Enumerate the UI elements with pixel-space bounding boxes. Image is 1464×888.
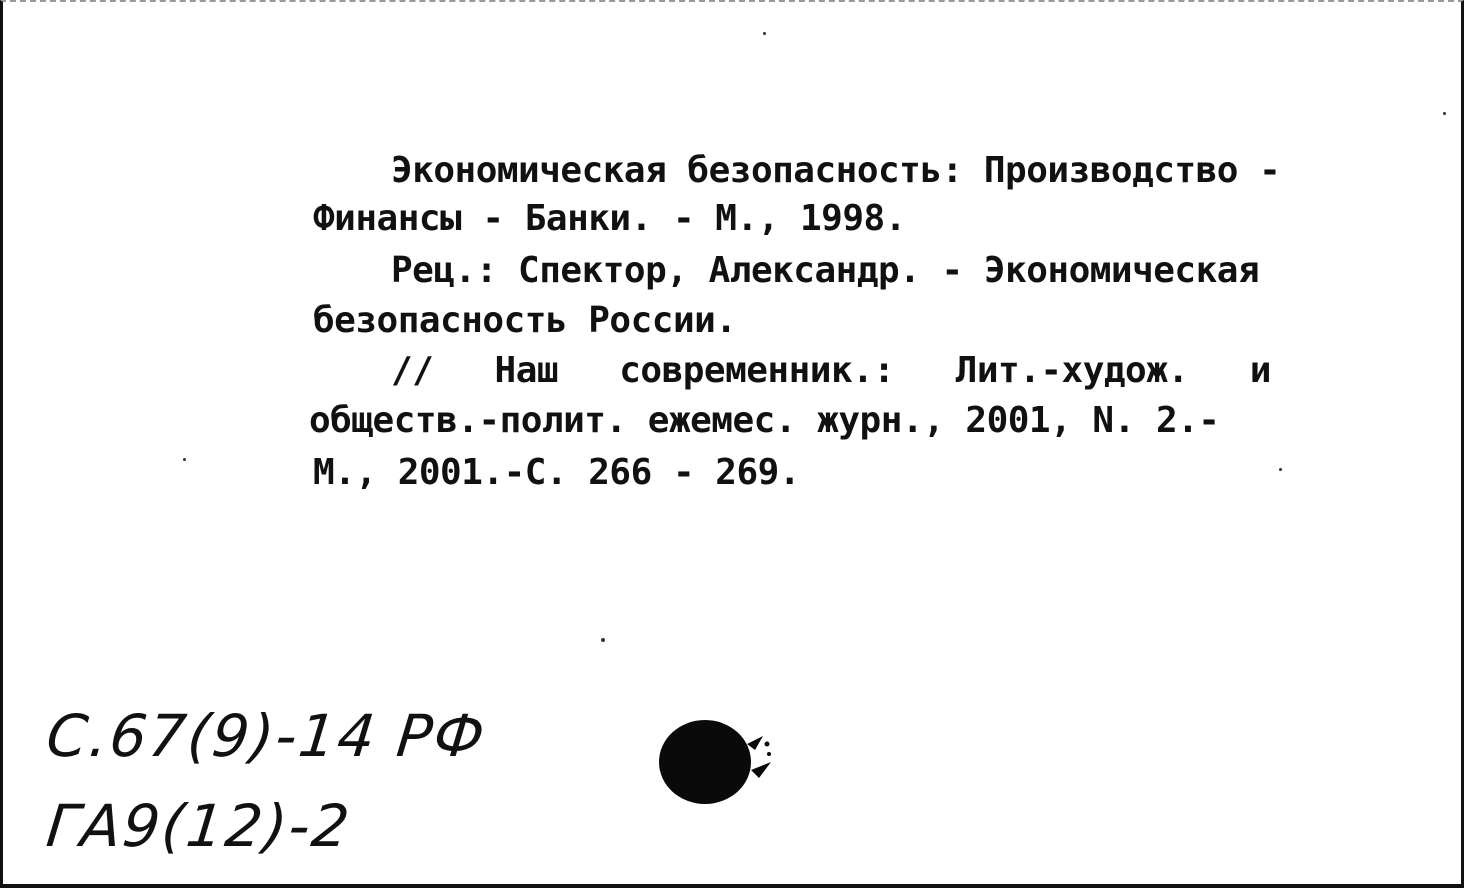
text-line-5	[391, 350, 1271, 391]
scan-speck	[1279, 468, 1282, 471]
text-line-1	[391, 150, 1423, 191]
scan-speck	[763, 32, 766, 35]
handwritten-class-code: С.67(9)-14 РФ	[43, 702, 490, 770]
text-line-1-content: Экономическая безопасность: Производство -	[391, 150, 1281, 191]
scan-speck	[183, 458, 186, 461]
text-line-7	[313, 452, 800, 493]
text-line-6	[309, 400, 1219, 441]
text-line-6-content: обществ.-полит. ежемес. журн., 2001, N. 2.-	[309, 400, 1220, 441]
text-line-7-content: М., 2001.-С. 266 - 269.	[313, 452, 800, 493]
scan-speck	[601, 638, 605, 642]
text-line-5-content: // Наш современник.: Лит.-худож. и	[391, 350, 1271, 391]
punch-hole-icon	[655, 714, 773, 806]
text-line-3-content: Рец.: Спектор, Александр. - Экономическая	[391, 250, 1260, 291]
text-line-2	[313, 198, 906, 239]
text-line-4-content: безопасность России.	[313, 300, 737, 341]
text-line-3	[391, 250, 1259, 291]
text-line-4	[313, 300, 736, 341]
handwritten-shelf-code: ГА9(12)-2	[43, 792, 355, 860]
text-line-2-content: Финансы - Банки. - М., 1998.	[313, 198, 906, 239]
scan-speck	[1443, 112, 1446, 115]
